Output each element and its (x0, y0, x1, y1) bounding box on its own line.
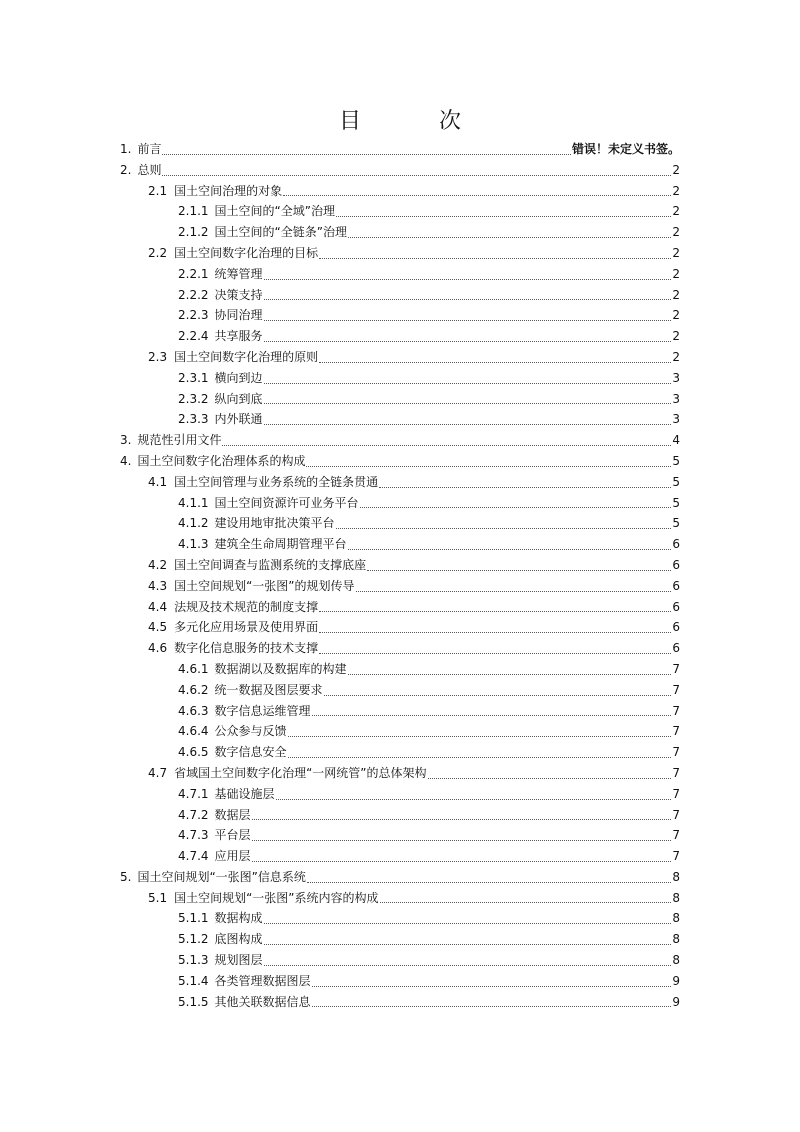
toc-dot-leader (348, 674, 672, 675)
toc-entry-title: 国土空间规划“一张图”的规划传导 (174, 578, 355, 593)
toc-entry-number: 4.1.1 (178, 495, 209, 510)
toc-entry-page-number: 2 (672, 266, 680, 281)
toc-entry[interactable] (0, 617, 800, 638)
toc-entry-number: 4.7.1 (178, 786, 209, 801)
toc-dot-leader (307, 882, 671, 883)
toc-entry-title: 基础设施层 (214, 786, 275, 801)
toc-entry-page-number: 8 (672, 932, 680, 947)
toc-dot-leader (264, 341, 672, 342)
toc-entry-page-number: 5 (672, 453, 680, 468)
toc-entry[interactable] (0, 305, 800, 326)
toc-dot-leader (162, 154, 571, 155)
toc-entry-number: 3. (120, 433, 132, 448)
toc-entry-page-number: 2 (672, 287, 680, 302)
toc-entry[interactable] (0, 472, 800, 493)
toc-entry-page-number: 6 (672, 620, 680, 635)
toc-entry[interactable] (0, 576, 800, 597)
toc-entry-title: 数字化信息服务的技术支撑 (174, 641, 319, 656)
toc-entry-number: 4.3 (148, 578, 168, 593)
toc-entry[interactable] (0, 493, 800, 514)
toc-entry-page-number: 5 (672, 516, 680, 531)
toc-entry-page-number: 5 (672, 495, 680, 510)
toc-entry-number: 4.1.2 (178, 516, 209, 531)
toc-dot-leader (264, 923, 672, 924)
toc-entry-page-number: 8 (672, 890, 680, 905)
toc-entry[interactable] (0, 950, 800, 971)
toc-dot-leader (252, 861, 672, 862)
toc-entry-number: 2.3 (148, 349, 168, 364)
toc-entry-number: 4.7 (148, 765, 168, 780)
toc-entry-page-number: 2 (672, 329, 680, 344)
toc-entry-number: 2.3.3 (178, 412, 209, 427)
toc-entry[interactable] (0, 513, 800, 534)
toc-dot-leader (288, 757, 672, 758)
toc-dot-leader (264, 299, 672, 300)
toc-entry-error-message: 错误！未定义书签。 (571, 142, 680, 156)
toc-entry[interactable] (0, 160, 800, 181)
toc-entry-page-number: 5 (672, 474, 680, 489)
toc-entry-title: 建筑全生命周期管理平台 (214, 537, 347, 552)
toc-entry-page-number: 7 (672, 661, 680, 676)
toc-entry-title: 国土空间数字化治理的目标 (174, 245, 319, 260)
toc-entry[interactable] (0, 825, 800, 846)
toc-dot-leader (276, 799, 672, 800)
toc-dot-leader (288, 736, 672, 737)
toc-entry-page-number: 3 (672, 412, 680, 427)
toc-entry-page-number: 9 (672, 994, 680, 1009)
toc-entry-title: 规划图层 (214, 953, 263, 968)
toc-dot-leader (264, 383, 672, 384)
toc-dot-leader (222, 445, 671, 446)
toc-entry-page-number: 7 (672, 682, 680, 697)
toc-entry-number: 4.2 (148, 557, 168, 572)
toc-entry-number: 4.6 (148, 641, 168, 656)
toc-dot-leader (264, 424, 672, 425)
toc-entry-title: 国土空间治理的对象 (174, 183, 283, 198)
toc-entry-page-number: 2 (672, 308, 680, 323)
toc-dot-leader (356, 591, 672, 592)
toc-entry-title: 国土空间数字化治理体系的构成 (137, 453, 306, 468)
table-of-contents (0, 139, 800, 1012)
toc-entry-number: 5.1 (148, 890, 168, 905)
toc-entry-number: 2.1.1 (178, 204, 209, 219)
toc-dot-leader (348, 237, 671, 238)
toc-dot-leader (319, 362, 671, 363)
toc-entry-title: 数字信息运维管理 (214, 703, 311, 718)
toc-entry-number: 4.6.1 (178, 661, 209, 676)
toc-entry-title: 前言 (137, 142, 162, 156)
toc-entry-number: 2.2.2 (178, 287, 209, 302)
toc-entry[interactable] (0, 430, 800, 451)
toc-entry-number: 5.1.5 (178, 994, 209, 1009)
toc-entry-page-number: 2 (672, 204, 680, 219)
toc-entry-title: 协同治理 (214, 308, 263, 323)
toc-entry[interactable] (0, 285, 800, 306)
toc-entry-number: 4.6.4 (178, 724, 209, 739)
toc-entry-page-number: 8 (672, 869, 680, 884)
toc-dot-leader (379, 487, 671, 488)
toc-entry-title: 建设用地审批决策平台 (214, 516, 335, 531)
toc-entry-number: 5.1.2 (178, 932, 209, 947)
toc-entry-title: 国土空间规划“一张图”信息系统 (137, 869, 306, 884)
toc-entry-page-number: 8 (672, 953, 680, 968)
toc-dot-leader (380, 902, 672, 903)
toc-entry[interactable] (0, 992, 800, 1013)
toc-entry-number: 2.3.1 (178, 370, 209, 385)
toc-entry[interactable] (0, 264, 800, 285)
toc-entry-title: 数据层 (214, 807, 251, 822)
toc-entry[interactable] (0, 139, 800, 160)
toc-dot-leader (336, 528, 672, 529)
toc-entry-page-number: 7 (672, 786, 680, 801)
toc-entry[interactable] (0, 784, 800, 805)
toc-entry-page-number: 6 (672, 578, 680, 593)
toc-entry-title: 横向到边 (214, 370, 263, 385)
toc-entry-number: 2.2.3 (178, 308, 209, 323)
toc-entry[interactable] (0, 451, 800, 472)
toc-entry[interactable] (0, 763, 800, 784)
toc-entry-number: 2.2.4 (178, 329, 209, 344)
toc-entry[interactable] (0, 409, 800, 430)
toc-entry[interactable] (0, 389, 800, 410)
toc-dot-leader (312, 715, 672, 716)
toc-entry[interactable] (0, 721, 800, 742)
toc-entry-title: 平台层 (214, 828, 251, 843)
toc-entry-title: 各类管理数据图层 (214, 973, 311, 988)
toc-entry-title: 其他关联数据信息 (214, 994, 311, 1009)
toc-entry[interactable] (0, 846, 800, 867)
toc-dot-leader (319, 258, 671, 259)
toc-entry-page-number: 6 (672, 537, 680, 552)
toc-entry-title: 规范性引用文件 (137, 433, 222, 448)
toc-entry-title: 决策支持 (214, 287, 263, 302)
toc-dot-leader (264, 403, 672, 404)
toc-entry-number: 2.2.1 (178, 266, 209, 281)
toc-dot-leader (367, 570, 671, 571)
toc-entry-page-number: 7 (672, 849, 680, 864)
toc-entry-title: 应用层 (214, 849, 251, 864)
toc-entry[interactable] (0, 368, 800, 389)
toc-entry[interactable] (0, 971, 800, 992)
toc-entry[interactable] (0, 555, 800, 576)
toc-entry-title: 法规及技术规范的制度支撑 (174, 599, 319, 614)
toc-dot-leader (360, 507, 672, 508)
toc-entry-number: 4.4 (148, 599, 168, 614)
toc-title: 目 次 (338, 109, 489, 134)
toc-entry-page-number: 7 (672, 765, 680, 780)
toc-entry-number: 4.1.3 (178, 537, 209, 552)
toc-entry[interactable] (0, 326, 800, 347)
toc-entry[interactable] (0, 181, 800, 202)
toc-entry-title: 省域国土空间数字化治理“一网统管”的总体架构 (174, 765, 427, 780)
toc-dot-leader (264, 279, 672, 280)
toc-entry-number: 4.7.2 (178, 807, 209, 822)
toc-entry-number: 2.1 (148, 183, 168, 198)
toc-entry-number: 4.5 (148, 620, 168, 635)
toc-entry-number: 2.1.2 (178, 225, 209, 240)
toc-entry-page-number: 7 (672, 807, 680, 822)
toc-entry-number: 5.1.1 (178, 911, 209, 926)
toc-entry-title: 统一数据及图层要求 (214, 682, 323, 697)
toc-entry-title: 国土空间的“全链条”治理 (214, 225, 347, 240)
toc-entry-title: 数字信息安全 (214, 745, 287, 760)
toc-entry-title: 国土空间的“全域”治理 (214, 204, 335, 219)
toc-entry-page-number: 6 (672, 599, 680, 614)
toc-dot-leader (428, 778, 672, 779)
toc-entry[interactable] (0, 201, 800, 222)
toc-dot-leader (336, 216, 671, 217)
toc-entry-page-number: 6 (672, 557, 680, 572)
toc-entry-page-number: 7 (672, 724, 680, 739)
toc-entry-number: 4.1 (148, 474, 168, 489)
toc-dot-leader (264, 320, 672, 321)
toc-entry[interactable] (0, 534, 800, 555)
toc-entry-number: 4.6.5 (178, 745, 209, 760)
toc-entry[interactable] (0, 659, 800, 680)
toc-dot-leader (319, 611, 671, 612)
toc-entry-title: 内外联通 (214, 412, 263, 427)
toc-entry-page-number: 2 (672, 349, 680, 364)
toc-entry-page-number: 3 (672, 370, 680, 385)
toc-entry-number: 5.1.3 (178, 953, 209, 968)
toc-entry-number: 4.6.2 (178, 682, 209, 697)
toc-entry-title: 纵向到底 (214, 391, 263, 406)
toc-dot-leader (306, 466, 671, 467)
toc-entry-number: 5.1.4 (178, 973, 209, 988)
toc-entry-title: 国土空间规划“一张图”系统内容的构成 (174, 890, 379, 905)
toc-entry-number: 4.7.4 (178, 849, 209, 864)
toc-entry-title: 共享服务 (214, 329, 263, 344)
toc-entry-page-number: 7 (672, 745, 680, 760)
toc-entry[interactable] (0, 867, 800, 888)
toc-dot-leader (312, 1006, 672, 1007)
toc-entry-page-number: 2 (672, 183, 680, 198)
toc-entry-number: 5. (120, 869, 132, 884)
toc-entry[interactable] (0, 888, 800, 909)
toc-entry-title: 底图构成 (214, 932, 263, 947)
toc-entry[interactable] (0, 701, 800, 722)
toc-dot-leader (312, 986, 672, 987)
toc-entry-number: 4.6.3 (178, 703, 209, 718)
toc-entry-number: 2. (120, 162, 132, 177)
toc-entry-number: 2.3.2 (178, 391, 209, 406)
toc-entry-page-number: 7 (672, 828, 680, 843)
toc-entry-page-number: 4 (672, 433, 680, 448)
toc-dot-leader (324, 695, 672, 696)
toc-entry[interactable] (0, 597, 800, 618)
toc-entry[interactable] (0, 742, 800, 763)
toc-entry-title: 统筹管理 (214, 266, 263, 281)
toc-entry-number: 4.7.3 (178, 828, 209, 843)
toc-entry-title: 国土空间管理与业务系统的全链条贯通 (174, 474, 379, 489)
toc-entry-number: 2.2 (148, 245, 168, 260)
toc-entry-number: 4. (120, 453, 132, 468)
toc-entry-page-number: 8 (672, 911, 680, 926)
toc-entry[interactable] (0, 680, 800, 701)
toc-entry[interactable] (0, 638, 800, 659)
toc-entry[interactable] (0, 929, 800, 950)
toc-entry-title: 数据构成 (214, 911, 263, 926)
toc-entry-page-number: 9 (672, 973, 680, 988)
toc-entry-title: 国土空间调查与监测系统的支撑底座 (174, 557, 367, 572)
toc-dot-leader (252, 819, 672, 820)
toc-dot-leader (348, 549, 672, 550)
toc-entry-page-number: 6 (672, 641, 680, 656)
toc-dot-leader (252, 840, 672, 841)
toc-entry-title: 国土空间资源许可业务平台 (214, 495, 359, 510)
toc-dot-leader (319, 653, 671, 654)
toc-entry-page-number: 7 (672, 703, 680, 718)
toc-dot-leader (264, 965, 672, 966)
toc-entry-title: 数据湖以及数据库的构建 (214, 661, 347, 676)
toc-entry-page-number: 2 (672, 245, 680, 260)
toc-entry[interactable] (0, 347, 800, 368)
toc-entry[interactable] (0, 908, 800, 929)
toc-entry-page-number: 2 (672, 225, 680, 240)
toc-entry-title: 多元化应用场景及使用界面 (174, 620, 319, 635)
toc-entry[interactable] (0, 805, 800, 826)
toc-dot-leader (264, 944, 672, 945)
toc-dot-leader (319, 632, 671, 633)
toc-dot-leader (162, 175, 671, 176)
toc-entry[interactable] (0, 243, 800, 264)
toc-entry-title: 总则 (137, 162, 162, 177)
toc-entry-title: 国土空间数字化治理的原则 (174, 349, 319, 364)
toc-entry-number: 1. (120, 142, 132, 156)
toc-entry[interactable] (0, 222, 800, 243)
toc-dot-leader (283, 195, 671, 196)
toc-entry-title: 公众参与反馈 (214, 724, 287, 739)
toc-entry-page-number: 3 (672, 391, 680, 406)
toc-entry-page-number: 2 (672, 162, 680, 177)
